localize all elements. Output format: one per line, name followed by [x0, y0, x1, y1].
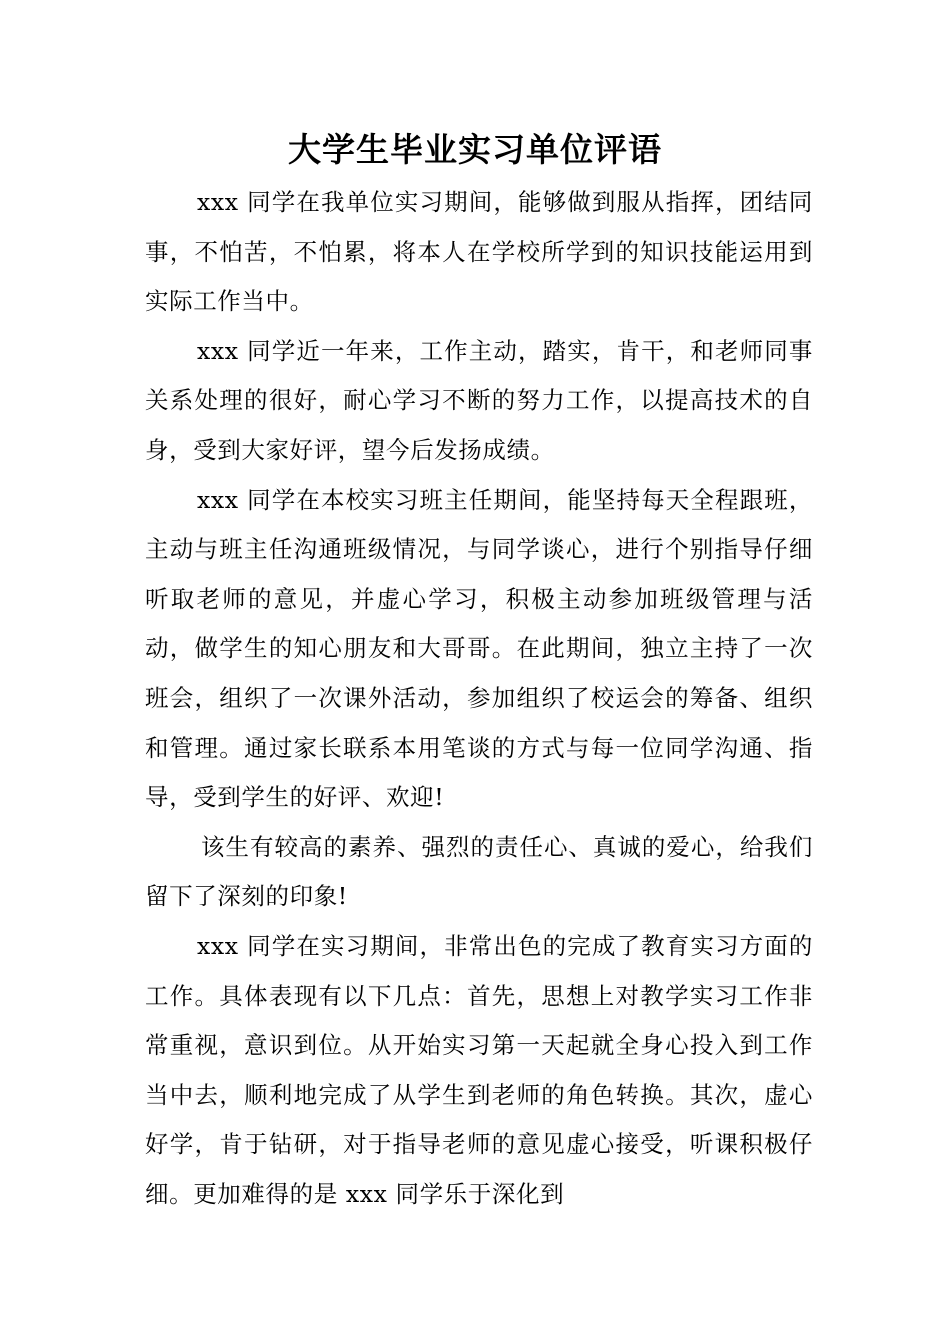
paragraph-3: xxx 同学在本校实习班主任期间，能坚持每天全程跟班，主动与班主任沟通班级情况，与同学谈心，进行个别指导仔细听取老师的意见，并虚心学习，积极主动参加班级管理与活动，做学生的知心朋友和大哥哥。在此期间，独立主持了一次班会，组织了一次课外活动，参加组织了校运会的筹备、组织和管理。通过家长联系本用笔谈的方式与每一位同学沟通、指导，受到学生的好评、欢迎!: [145, 485, 813, 812]
paragraph-1: xxx 同学在我单位实习期间，能够做到服从指挥，团结同事，不怕苦，不怕累，将本人在学校所学到的知识技能运用到实际工作当中。: [145, 188, 813, 316]
document-body: [145, 178, 813, 1219]
document-title: 大学生毕业实习单位评语: [288, 130, 662, 169]
paragraph-4: 该生有较高的素养、强烈的责任心、真诚的爱心，给我们留下了深刻的印象!: [145, 832, 813, 911]
paragraph-5: xxx 同学在实习期间，非常出色的完成了教育实习方面的工作。具体表现有以下几点：首先，思想上对教学实习工作非常重视，意识到位。从开始实习第一天起就全身心投入到工作当中去，顺利地完成了从学生到老师的角色转换。其次，虚心好学，肯于钻研，对于指导老师的意见虚心接受，听课积极仔细。更加难得的是 xxx 同学乐于深化到: [145, 931, 813, 1208]
paragraph-2: xxx 同学近一年来，工作主动，踏实，肯干，和老师同事关系处理的很好，耐心学习不断的努力工作，以提高技术的自身，受到大家好评，望今后发扬成绩。: [145, 336, 813, 464]
